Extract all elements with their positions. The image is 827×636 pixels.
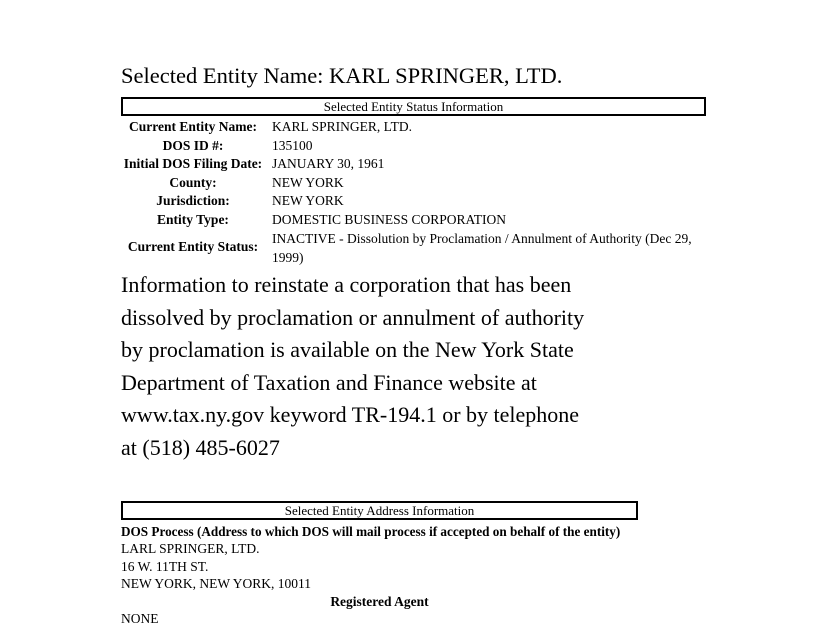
table-row [121, 155, 706, 174]
row-value: NEW YORK [272, 193, 344, 208]
row-value: 135100 [272, 137, 313, 153]
notice-line: www.tax.ny.gov keyword TR-194.1 or by telephone [121, 402, 580, 427]
row-label: DOS ID #: [162, 137, 224, 153]
table-row [121, 229, 706, 266]
table-row [121, 137, 706, 156]
registered-agent-heading: Registered Agent [330, 593, 429, 609]
row-value-line: INACTIVE - Dissolution by Proclamation / Annulment of Authority (Dec 29, [272, 231, 692, 246]
row-label: Jurisdiction: [156, 193, 230, 208]
notice-line: by proclamation is available on the New York State [121, 337, 574, 362]
registered-agent-value: NONE [121, 611, 159, 626]
address-section-header-box [121, 501, 638, 520]
notice-line: Department of Taxation and Finance website at [121, 369, 537, 395]
table-row [121, 192, 706, 211]
row-label: Entity Type: [157, 211, 229, 227]
table-row [121, 174, 706, 193]
dos-process-heading: DOS Process (Address to which DOS will mail process if accepted on behalf of the entity) [121, 524, 621, 539]
row-label: County: [169, 174, 217, 190]
row-value: JANUARY 30, 1961 [272, 156, 385, 171]
row-value [265, 229, 706, 266]
status-section-header-box [121, 97, 706, 116]
table-row [121, 211, 706, 230]
row-value: NEW YORK [272, 174, 344, 190]
dos-process-address-line: LARL SPRINGER, LTD. [121, 541, 260, 556]
address-section-header-label: Selected Entity Address Information [284, 503, 475, 518]
entity-detail-page [121, 0, 707, 636]
dos-process-address-line: 16 W. 11TH ST. [121, 558, 209, 574]
status-section-header-label: Selected Entity Status Information [323, 99, 504, 114]
notice-line: Information to reinstate a corporation that has been [121, 272, 572, 297]
row-value: KARL SPRINGER, LTD. [272, 119, 413, 134]
table-row [121, 118, 706, 137]
row-value-line: 1999) [272, 249, 304, 265]
reinstatement-notice [121, 269, 707, 464]
notice-line: dissolved by proclamation or annulment of authority [121, 304, 585, 330]
dos-process-address-line: NEW YORK, NEW YORK, 10011 [121, 576, 311, 591]
page-title: Selected Entity Name: KARL SPRINGER, LTD. [121, 63, 563, 88]
row-label: Current Entity Status: [127, 239, 259, 255]
row-label: Current Entity Name: [129, 119, 257, 134]
status-table [121, 118, 706, 266]
notice-line: at (518) 485-6027 [121, 434, 280, 460]
row-value: DOMESTIC BUSINESS CORPORATION [272, 211, 507, 227]
row-label: Initial DOS Filing Date: [123, 156, 263, 171]
